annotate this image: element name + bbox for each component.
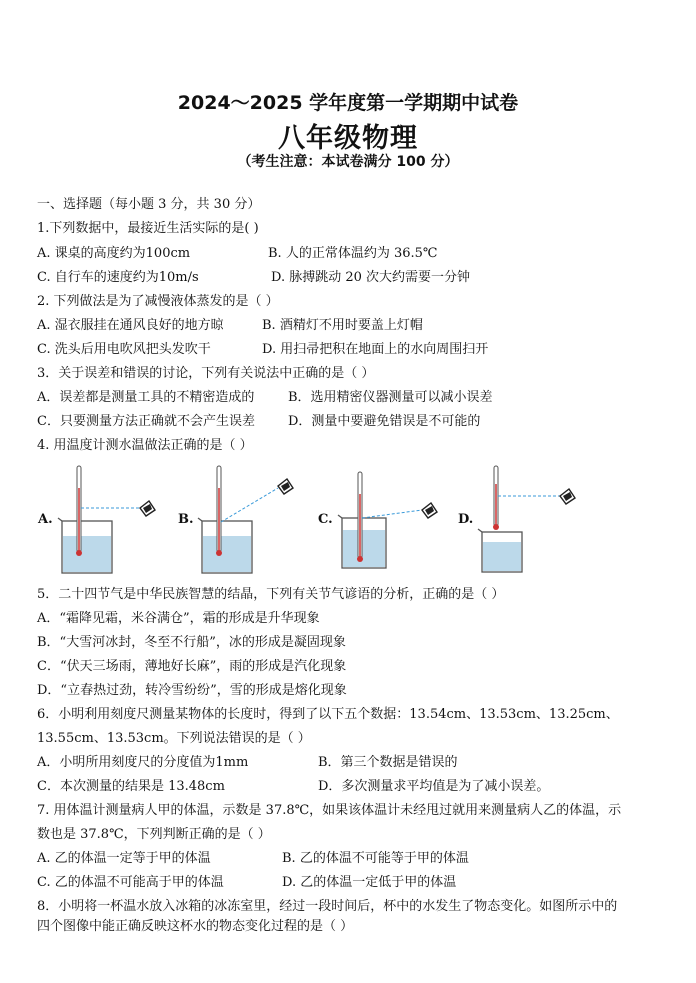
q4-stem: 4. 用温度计测水温做法正确的是（ ） [37, 438, 253, 453]
q3-option-b: B．选用精密仪器测量可以减小误差 [288, 390, 493, 405]
q1-option-a: A. 课桌的高度约为100cm [37, 246, 191, 261]
q7-stem-line1: 7. 用体温计测量病人甲的体温，示数是 37.8℃，如果该体温计未经甩过就用来测量病人乙的体温，示 [37, 803, 622, 818]
q1-option-b: B. 人的正常体温约为 36.5℃ [268, 246, 438, 261]
q5-option-d: D．“立春热过劲，转冷雪纷纷”，雪的形成是熔化现象 [37, 683, 347, 698]
q7-stem-line2: 数也是 37.8℃，下列判断正确的是（ ） [37, 827, 271, 842]
q7-option-b: B. 乙的体温不可能等于甲的体温 [282, 851, 469, 866]
q2-option-d: D. 用扫帚把积在地面上的水向周围扫开 [262, 342, 489, 357]
q3-option-c: C．只要测量方法正确就不会产生误差 [37, 414, 255, 429]
exam-year-title: 2024～2025 学年度第一学期期中试卷 [177, 92, 519, 114]
q2-option-c: C. 洗头后用电吹风把头发吹干 [37, 342, 211, 357]
q3-option-d: D．测量中要避免错误是不可能的 [288, 414, 481, 429]
option-d-apparatus [478, 466, 575, 572]
q5-option-b: B．“大雪河冰封，冬至不行船”，冰的形成是凝固现象 [37, 635, 346, 650]
q1-stem: 1.下列数据中，最接近生活实际的是( ) [37, 221, 259, 236]
score-note: （考生注意：本试卷满分 100 分） [237, 154, 459, 170]
q7-option-d: D. 乙的体温一定低于甲的体温 [282, 875, 457, 890]
q4-label-a: A. [38, 512, 53, 527]
q6-option-a: A．小明所用刻度尺的分度值为1mm [37, 755, 249, 770]
q5-option-c: C．“伏天三场雨，薄地好长麻”，雨的形成是汽化现象 [37, 659, 347, 674]
q4-label-b: B. [178, 512, 194, 527]
option-b-apparatus [198, 466, 293, 573]
option-a-apparatus [58, 466, 155, 573]
q5-stem: 5．二十四节气是中华民族智慧的结晶，下列有关节气谚语的分析，正确的是（ ） [37, 587, 505, 602]
q7-option-a: A. 乙的体温一定等于甲的体温 [37, 851, 211, 866]
q5-option-a: A．“霜降见霜，米谷满仓”，霜的形成是升华现象 [37, 611, 320, 626]
q4-label-d: D. [458, 512, 474, 527]
q6-stem-line2: 13.55cm、13.53cm。下列说法错误的是（ ） [37, 731, 311, 746]
q2-stem: 2. 下列做法是为了减慢液体蒸发的是（ ） [37, 294, 279, 309]
q6-option-d: D．多次测量求平均值是为了减小误差。 [318, 779, 550, 794]
beaker-thermometer-eye-icon [30, 458, 610, 578]
q1-option-c: C. 自行车的速度约为10m/s [37, 270, 199, 285]
q4-label-c: C. [318, 512, 333, 527]
q6-option-c: C．本次测量的结果是 13.48cm [37, 779, 225, 794]
q6-stem-line1: 6．小明利用刻度尺测量某物体的长度时，得到了以下五个数据：13.54cm、13.53cm、13.25cm、 [37, 707, 619, 722]
q1-option-d: D. 脉搏跳动 20 次大约需要一分钟 [271, 270, 471, 285]
subject-title: 八年级物理 [278, 123, 418, 154]
thermometer-figure [30, 458, 610, 578]
q7-option-c: C. 乙的体温不可能高于甲的体温 [37, 875, 224, 890]
q3-option-a: A．误差都是测量工具的不精密造成的 [37, 390, 255, 405]
option-c-apparatus [338, 472, 437, 568]
q2-option-a: A. 湿衣服挂在通风良好的地方晾 [37, 318, 224, 333]
q6-option-b: B．第三个数据是错误的 [318, 755, 458, 770]
section-heading: 一、选择题（每小题 3 分，共 30 分） [37, 197, 261, 212]
q2-option-b: B. 酒精灯不用时要盖上灯帽 [262, 318, 423, 333]
q3-stem: 3．关于误差和错误的讨论，下列有关说法中正确的是（ ） [37, 366, 375, 381]
q8-stem-line1: 8．小明将一杯温水放入冰箱的冰冻室里，经过一段时间后，杯中的水发生了物态变化。如图所示中的 [37, 899, 618, 914]
q8-stem-line2: 四个图像中能正确反映这杯水的物态变化过程的是（ ） [37, 919, 354, 934]
